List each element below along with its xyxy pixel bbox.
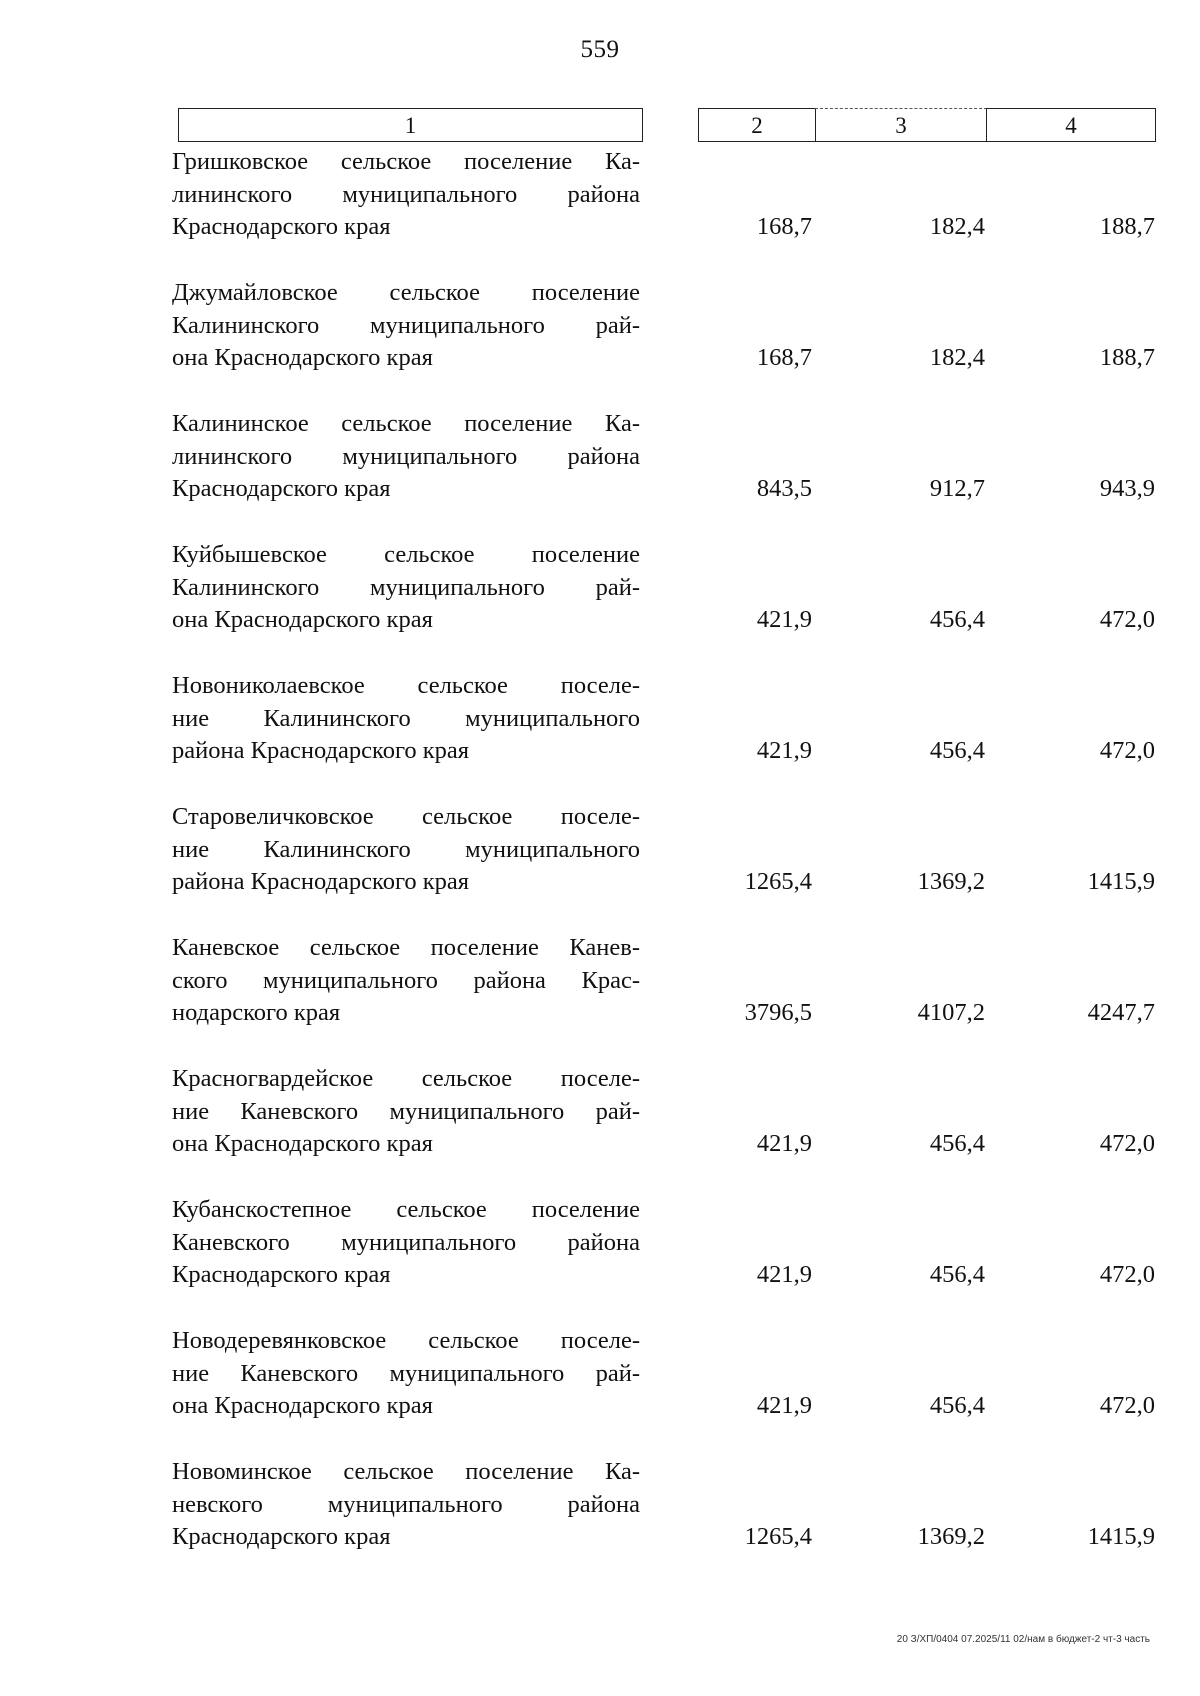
settlement-name-line: Каневское сельское поселение Канев- [172,934,640,961]
settlement-name-line: Новониколаевское сельское поселе- [172,672,640,699]
settlement-name-line: Калининского муниципального рай- [172,311,640,339]
footer-note: 20 З/ХП/0404 07.2025/11 02/нам в бюджет-2 чт-3 часть [896,1634,1150,1645]
settlement-name [172,670,640,768]
value-v4: 188,7 [1099,344,1155,371]
settlement-name-line: она Краснодарского края [172,1392,433,1419]
value-v4: 1415,9 [1087,1523,1155,1550]
column-header-4: 4 [986,108,1156,142]
settlement-name [172,801,640,899]
settlement-name [172,408,640,506]
settlement-name-line: Краснодарского края [172,1261,391,1288]
table-row [0,1325,1200,1456]
value-v4: 4247,7 [1087,999,1155,1026]
value-v2: 421,9 [756,1261,812,1288]
value-v2: 1265,4 [744,1523,812,1550]
settlement-name-line: Краснодарского края [172,213,391,240]
column-header-1: 1 [178,108,643,142]
table-header [0,108,1200,144]
value-v4: 472,0 [1099,1392,1155,1419]
settlement-name-line: Кубанскостепное сельское поселение [172,1196,640,1223]
value-v3: 182,4 [929,344,985,371]
table-row [0,670,1200,801]
table-row [0,801,1200,932]
value-v2: 421,9 [756,606,812,633]
value-v3: 912,7 [929,475,985,502]
settlement-name-line: лининского муниципального района [172,442,640,470]
value-v2: 421,9 [756,737,812,764]
value-v2: 168,7 [756,213,812,240]
settlement-name [172,932,640,1030]
table-row [0,146,1200,277]
table-row [0,1063,1200,1194]
settlement-name-line: Старовеличковское сельское поселе- [172,803,640,830]
settlement-name-line: Новоминское сельское поселение Ка- [172,1458,640,1485]
settlement-name-line: Куйбышевское сельское поселение [172,541,640,568]
table-body [0,146,1200,1587]
column-header-2: 2 [698,108,816,142]
table-row [0,539,1200,670]
value-v4: 188,7 [1099,213,1155,240]
value-v2: 3796,5 [744,999,812,1026]
value-v4: 472,0 [1099,1261,1155,1288]
settlement-name-line: нодарского края [172,999,341,1026]
value-v3: 182,4 [929,213,985,240]
settlement-name-line: Каневского муниципального района [172,1228,640,1256]
value-v4: 1415,9 [1087,868,1155,895]
value-v3: 1369,2 [917,1523,985,1550]
settlement-name-line: Калининского муниципального рай- [172,573,640,601]
value-v4: 472,0 [1099,737,1155,764]
settlement-name-line: ние Калининского муниципального [172,704,640,732]
settlement-name [172,1456,640,1554]
value-v2: 421,9 [756,1130,812,1157]
settlement-name-line: невского муниципального района [172,1490,640,1518]
value-v3: 456,4 [929,1261,985,1288]
value-v2: 1265,4 [744,868,812,895]
settlement-name-line: она Краснодарского края [172,606,433,633]
value-v2: 843,5 [756,475,812,502]
value-v3: 456,4 [929,737,985,764]
column-header-3: 3 [815,108,987,142]
settlement-name [172,1325,640,1423]
table-row [0,1456,1200,1587]
settlement-name-line: Гришковское сельское поселение Ка- [172,148,640,175]
value-v3: 4107,2 [917,999,985,1026]
value-v3: 1369,2 [917,868,985,895]
settlement-name-line: ние Калининского муниципального [172,835,640,863]
table-row [0,932,1200,1063]
settlement-name-line: она Краснодарского края [172,1130,433,1157]
page-number: 559 [580,36,620,63]
settlement-name-line: района Краснодарского края [172,868,470,895]
table-row [0,408,1200,539]
settlement-name [172,539,640,637]
table-row [0,277,1200,408]
settlement-name-line: Краснодарского края [172,1523,391,1550]
settlement-name-line: Красногвардейское сельское поселе- [172,1065,640,1092]
settlement-name-line: ние Каневского муниципального рай- [172,1097,640,1125]
value-v4: 472,0 [1099,1130,1155,1157]
settlement-name-line: района Краснодарского края [172,737,470,764]
settlement-name-line: лининского муниципального района [172,180,640,208]
settlement-name [172,1194,640,1292]
settlement-name [172,146,640,244]
settlement-name [172,277,640,375]
value-v4: 943,9 [1099,475,1155,502]
settlement-name-line: ского муниципального района Крас- [172,966,640,994]
settlement-name-line: Новодеревянковское сельское поселе- [172,1327,640,1354]
settlement-name-line: она Краснодарского края [172,344,433,371]
value-v2: 168,7 [756,344,812,371]
settlement-name-line: Краснодарского края [172,475,391,502]
settlement-name-line: Джумайловское сельское поселение [172,279,640,306]
settlement-name-line: Калининское сельское поселение Ка- [172,410,640,437]
table-row [0,1194,1200,1325]
value-v3: 456,4 [929,1130,985,1157]
settlement-name [172,1063,640,1161]
value-v4: 472,0 [1099,606,1155,633]
value-v3: 456,4 [929,1392,985,1419]
settlement-name-line: ние Каневского муниципального рай- [172,1359,640,1387]
value-v3: 456,4 [929,606,985,633]
value-v2: 421,9 [756,1392,812,1419]
